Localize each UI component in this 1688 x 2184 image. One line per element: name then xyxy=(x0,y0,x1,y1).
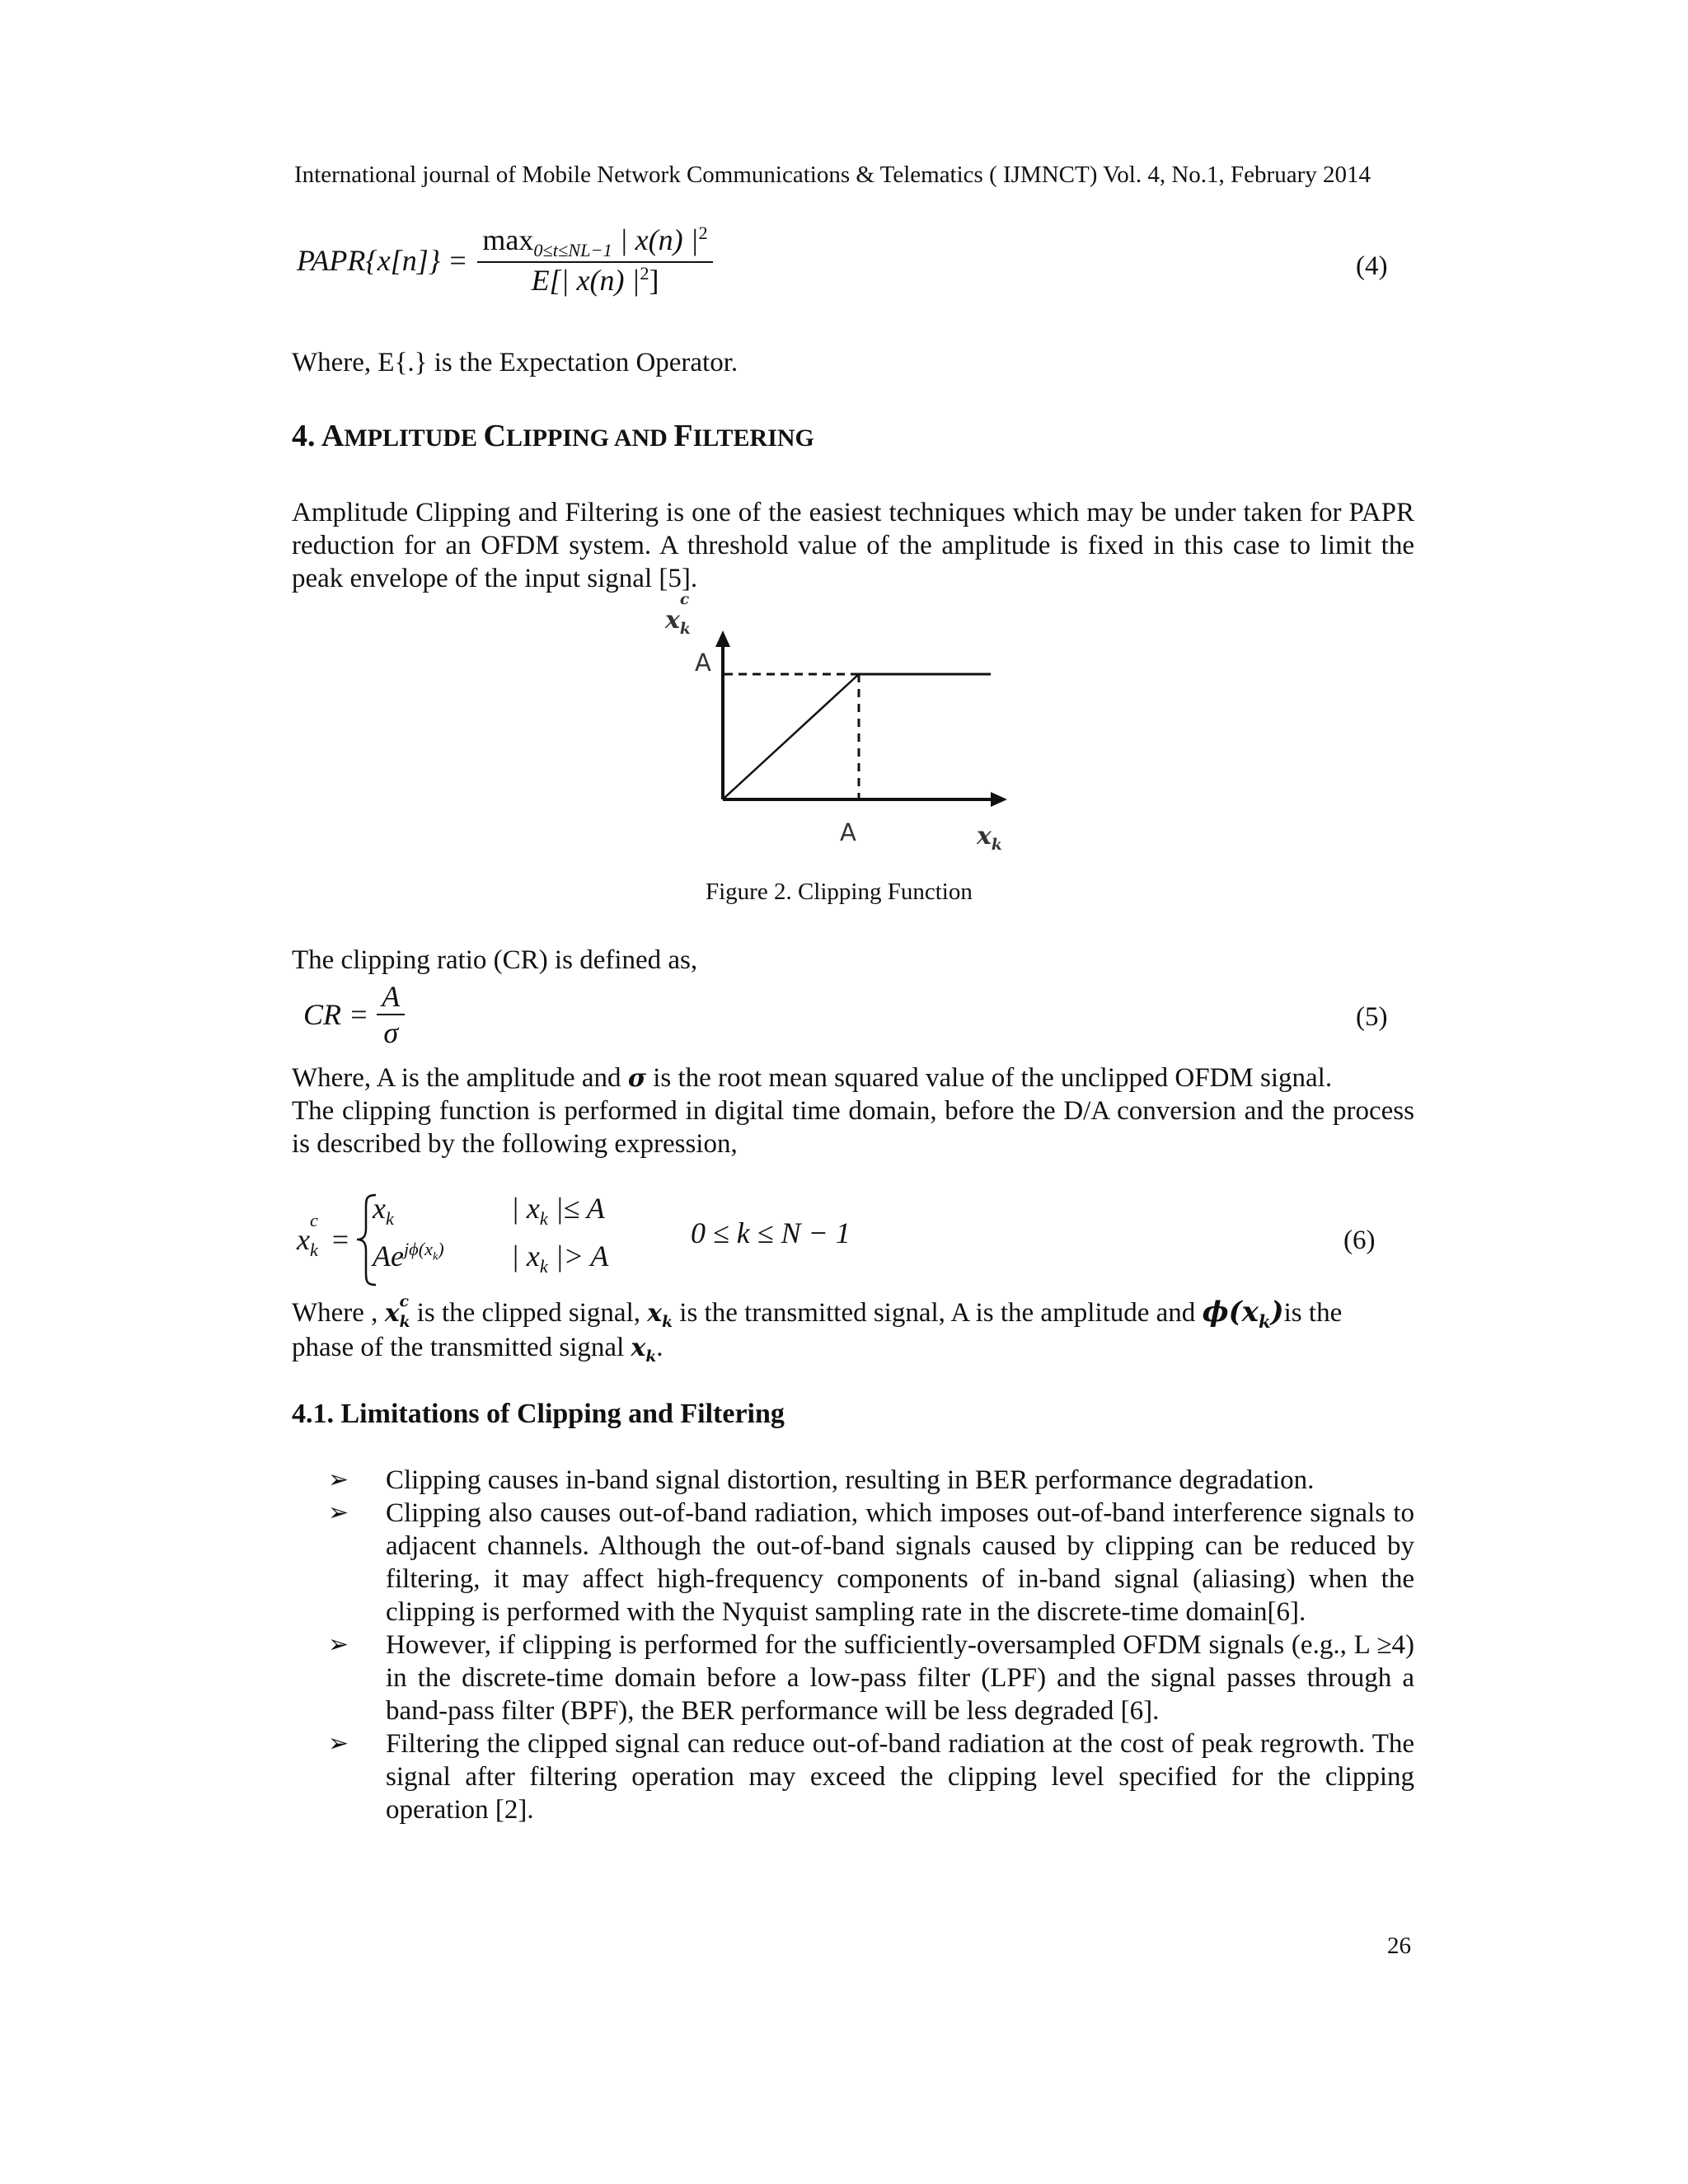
clipping-function-figure xyxy=(657,591,1044,869)
eq6-index-range: 0 ≤ k ≤ N − 1 xyxy=(691,1216,851,1249)
eq5-fraction: $\frac{A}{\sigma}$ xyxy=(377,979,405,1050)
equation-6-number: (6) xyxy=(1343,1226,1376,1255)
equation-4-number: (4) xyxy=(1356,251,1388,281)
eq6-symbol-definitions: Where , x c $_k$ is the clipped signal, $x_k$ is the transmitted signal, A is the amplitude and $\phi(x_k)is$ the xyxy=(292,1293,1343,1332)
eq4-denominator: E[| x(n) $|^2$] xyxy=(531,263,659,298)
y-axis-arrowhead xyxy=(715,630,730,647)
eq4-fraction xyxy=(477,223,712,298)
eq6-case-1-value: $x_k$ xyxy=(373,1192,394,1230)
symbol-clipped-signal: x c $_k$ xyxy=(384,1293,410,1331)
y-level-label: A xyxy=(695,649,711,677)
list-item: ➢ Filtering the clipped signal can reduce out-of-band radiation at the cost of peak regrowth. The signal after filtering operation may exceed the clipping level specified for the clipping operation [2]. xyxy=(328,1729,1414,1825)
clipping-ratio-intro: The clipping ratio (CR) is defined as, xyxy=(292,945,698,975)
x-axis-arrowhead xyxy=(991,792,1007,807)
list-item: ➢ Clipping also causes out-of-band radiation, which imposes out-of-band interference signals to adjacent channels. Although the out-of-band signals caused by clipping can be reduced by filtering, it may affect high-frequency components of in-band signal (aliasing) when the clipping is performed with the Nyquist sampling rate in the discrete-time domain[6]. xyxy=(328,1498,1414,1627)
bullet-arrow-icon: ➢ xyxy=(328,1631,349,1658)
equation-5 xyxy=(303,979,405,1050)
intro-paragraph: Amplitude Clipping and Filtering is one of the easiest techniques which may be under taken for PAPR reduction for an OFDM system. A threshold value of the amplitude is fixed in this case to limit the peak envelope of the input signal [5]. xyxy=(292,498,1414,593)
y-axis-label: x c $_k$ xyxy=(665,591,691,638)
sigma-definition: Where, A is the amplitude and σ is the root mean squared value of the unclipped OFDM signal. xyxy=(292,1063,1333,1093)
symbol-phase: $\phi(x_k)$ xyxy=(1202,1296,1284,1332)
eq6-lhs: x c $_k$ = xyxy=(297,1210,349,1261)
figure-2-caption: Figure 2. Clipping Function xyxy=(706,879,973,905)
bullet-arrow-icon: ➢ xyxy=(328,1730,349,1757)
list-item: ➢ However, if clipping is performed for the sufficiently-oversampled OFDM signals (e.g., L ≥4) in the discrete-time domain before a low-pass filter (LPF) and the signal passes through a band-pass filter (BPF), the BER performance will be less degraded [6]. xyxy=(328,1630,1414,1726)
x-axis-label: $x_k$ xyxy=(977,822,1002,854)
eq5-lhs: CR = xyxy=(303,998,369,1031)
clipping-function-paragraph: The clipping function is performed in digital time domain, before the D/A conversion and the process is described by the following expression, xyxy=(292,1096,1414,1159)
linear-segment xyxy=(724,674,859,798)
equation-4 xyxy=(297,223,713,298)
equation-5-number: (5) xyxy=(1356,1002,1388,1032)
section-4-heading: 4. AMPLITUDE CLIPPING AND FILTERING xyxy=(292,419,814,453)
equation-6 xyxy=(297,1191,1121,1290)
x-level-label: A xyxy=(840,818,856,846)
limitations-list xyxy=(328,1464,1414,1826)
running-header: International journal of Mobile Network Communications & Telematics ( IJMNCT) Vol. 4, No.1, February 2014 xyxy=(294,162,1371,188)
eq6-symbol-definitions-line2: phase of the transmitted signal $x_k$. xyxy=(292,1333,663,1366)
eq6-case-2-condition: | $x_k$ |> A xyxy=(511,1240,609,1277)
bullet-arrow-icon: ➢ xyxy=(328,1499,349,1526)
eq4-numerator: $\max_{0\le t\le NL-1}$ | x(n) $|^2$ xyxy=(477,223,712,263)
symbol-transmitted-signal: $x_k$ xyxy=(647,1299,673,1331)
section-4-1-heading: 4.1. Limitations of Clipping and Filtering xyxy=(292,1399,785,1429)
list-item: ➢ Clipping causes in-band signal distortion, resulting in BER performance degradation. xyxy=(328,1465,1315,1495)
eq4-lhs: PAPR{x[n]} = xyxy=(297,243,468,277)
symbol-transmitted-signal-2: $x_k$ xyxy=(631,1333,657,1366)
bullet-arrow-icon: ➢ xyxy=(328,1466,349,1493)
eq6-case-2-value: $Ae^{j\phi(x_k)}$ xyxy=(373,1239,444,1272)
eq6-case-1-condition: | $x_k$ |≤ A xyxy=(511,1192,605,1230)
expectation-note: Where, E{.} is the Expectation Operator. xyxy=(292,348,738,377)
page-number: 26 xyxy=(1387,1933,1411,1959)
